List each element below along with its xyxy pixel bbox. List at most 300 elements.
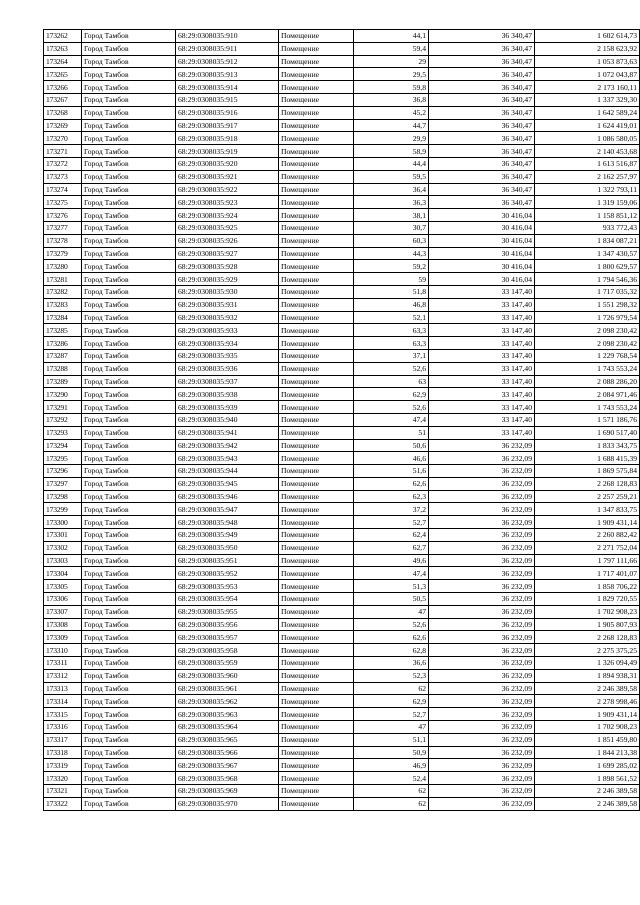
table-row (44, 503, 640, 516)
table-row (44, 362, 640, 375)
cadastral-number-cell: 68:29:0308035:963 (176, 708, 279, 721)
record-id-cell: 173303 (44, 554, 82, 567)
cadastral-number-cell: 68:29:0308035:969 (176, 785, 279, 798)
unit-value-cell: 36 232,09 (429, 503, 535, 516)
cadastral-value-cell: 1 797 111,66 (535, 554, 640, 567)
cadastral-value-cell: 1 743 553,24 (535, 401, 640, 414)
cadastral-value-cell: 1 347 833,75 (535, 503, 640, 516)
area-cell: 36,4 (354, 183, 429, 196)
cadastral-number-cell: 68:29:0308035:916 (176, 106, 279, 119)
object-type-cell: Помещение (279, 311, 354, 324)
area-cell: 63,3 (354, 324, 429, 337)
cadastral-number-cell: 68:29:0308035:964 (176, 721, 279, 734)
object-type-cell: Помещение (279, 247, 354, 260)
cadastral-number-cell: 68:29:0308035:949 (176, 529, 279, 542)
area-cell: 29 (354, 55, 429, 68)
cadastral-value-cell: 1 834 087,21 (535, 234, 640, 247)
area-cell: 58,9 (354, 145, 429, 158)
city-cell: Город Тамбов (82, 375, 176, 388)
area-cell: 50,6 (354, 439, 429, 452)
cadastral-number-cell: 68:29:0308035:962 (176, 695, 279, 708)
table-row (44, 388, 640, 401)
record-id-cell: 173318 (44, 746, 82, 759)
cadastral-value-cell: 1 602 614,73 (535, 30, 640, 43)
cadastral-value-cell: 1 905 807,93 (535, 618, 640, 631)
table-row (44, 490, 640, 503)
record-id-cell: 173307 (44, 605, 82, 618)
object-type-cell: Помещение (279, 669, 354, 682)
record-id-cell: 173268 (44, 106, 82, 119)
city-cell: Город Тамбов (82, 247, 176, 260)
city-cell: Город Тамбов (82, 516, 176, 529)
cadastral-number-cell: 68:29:0308035:913 (176, 68, 279, 81)
area-cell: 50,5 (354, 593, 429, 606)
object-type-cell: Помещение (279, 413, 354, 426)
table-row (44, 157, 640, 170)
cadastral-number-cell: 68:29:0308035:912 (176, 55, 279, 68)
city-cell: Город Тамбов (82, 273, 176, 286)
object-type-cell: Помещение (279, 605, 354, 618)
record-id-cell: 173269 (44, 119, 82, 132)
object-type-cell: Помещение (279, 721, 354, 734)
area-cell: 59 (354, 273, 429, 286)
record-id-cell: 173286 (44, 337, 82, 350)
unit-value-cell: 36 232,09 (429, 618, 535, 631)
cadastral-number-cell: 68:29:0308035:914 (176, 81, 279, 94)
city-cell: Город Тамбов (82, 234, 176, 247)
cadastral-number-cell: 68:29:0308035:917 (176, 119, 279, 132)
unit-value-cell: 36 340,47 (429, 196, 535, 209)
table-row (44, 567, 640, 580)
object-type-cell: Помещение (279, 503, 354, 516)
record-id-cell: 173283 (44, 298, 82, 311)
object-type-cell: Помещение (279, 119, 354, 132)
cadastral-number-cell: 68:29:0308035:922 (176, 183, 279, 196)
table-row (44, 580, 640, 593)
record-id-cell: 173311 (44, 657, 82, 670)
table-row (44, 644, 640, 657)
cadastral-value-cell: 1 898 561,52 (535, 772, 640, 785)
table-row (44, 247, 640, 260)
city-cell: Город Тамбов (82, 68, 176, 81)
unit-value-cell: 36 232,09 (429, 452, 535, 465)
area-cell: 46,9 (354, 759, 429, 772)
table-row (44, 541, 640, 554)
object-type-cell: Помещение (279, 516, 354, 529)
area-cell: 37,2 (354, 503, 429, 516)
cadastral-value-cell: 1 072 043,87 (535, 68, 640, 81)
area-cell: 62 (354, 682, 429, 695)
cadastral-number-cell: 68:29:0308035:918 (176, 132, 279, 145)
record-id-cell: 173310 (44, 644, 82, 657)
table-row (44, 260, 640, 273)
record-id-cell: 173291 (44, 401, 82, 414)
cadastral-value-cell: 1 894 938,31 (535, 669, 640, 682)
cadastral-number-cell: 68:29:0308035:945 (176, 477, 279, 490)
table-row (44, 298, 640, 311)
city-cell: Город Тамбов (82, 285, 176, 298)
record-id-cell: 173322 (44, 797, 82, 810)
unit-value-cell: 36 232,09 (429, 567, 535, 580)
record-id-cell: 173277 (44, 221, 82, 234)
table-row (44, 209, 640, 222)
area-cell: 62,9 (354, 388, 429, 401)
unit-value-cell: 33 147,40 (429, 401, 535, 414)
unit-value-cell: 36 232,09 (429, 797, 535, 810)
cadastral-value-cell: 1 851 459,80 (535, 733, 640, 746)
city-cell: Город Тамбов (82, 785, 176, 798)
unit-value-cell: 36 340,47 (429, 30, 535, 43)
record-id-cell: 173292 (44, 413, 82, 426)
object-type-cell: Помещение (279, 273, 354, 286)
cadastral-number-cell: 68:29:0308035:925 (176, 221, 279, 234)
cadastral-number-cell: 68:29:0308035:932 (176, 311, 279, 324)
record-id-cell: 173300 (44, 516, 82, 529)
cadastral-value-cell: 1 551 298,32 (535, 298, 640, 311)
unit-value-cell: 36 340,47 (429, 157, 535, 170)
cadastral-value-cell: 2 098 230,42 (535, 337, 640, 350)
record-id-cell: 173264 (44, 55, 82, 68)
cadastral-number-cell: 68:29:0308035:959 (176, 657, 279, 670)
record-id-cell: 173305 (44, 580, 82, 593)
area-cell: 46,8 (354, 298, 429, 311)
unit-value-cell: 30 416,04 (429, 260, 535, 273)
cadastral-value-cell: 2 246 389,58 (535, 682, 640, 695)
record-id-cell: 173308 (44, 618, 82, 631)
area-cell: 63,3 (354, 337, 429, 350)
cadastral-number-cell: 68:29:0308035:960 (176, 669, 279, 682)
unit-value-cell: 36 232,09 (429, 733, 535, 746)
record-id-cell: 173272 (44, 157, 82, 170)
table-row (44, 93, 640, 106)
city-cell: Город Тамбов (82, 567, 176, 580)
city-cell: Город Тамбов (82, 529, 176, 542)
table-row (44, 273, 640, 286)
cadastral-value-cell: 2 260 882,42 (535, 529, 640, 542)
cadastral-value-cell: 1 869 575,84 (535, 465, 640, 478)
cadastral-number-cell: 68:29:0308035:926 (176, 234, 279, 247)
cadastral-number-cell: 68:29:0308035:952 (176, 567, 279, 580)
unit-value-cell: 36 232,09 (429, 516, 535, 529)
area-cell: 50,9 (354, 746, 429, 759)
record-id-cell: 173298 (44, 490, 82, 503)
record-id-cell: 173299 (44, 503, 82, 516)
table-row (44, 465, 640, 478)
cadastral-value-cell: 1 326 094,49 (535, 657, 640, 670)
record-id-cell: 173279 (44, 247, 82, 260)
city-cell: Город Тамбов (82, 708, 176, 721)
city-cell: Город Тамбов (82, 170, 176, 183)
table-row (44, 605, 640, 618)
cadastral-number-cell: 68:29:0308035:931 (176, 298, 279, 311)
table-row (44, 785, 640, 798)
area-cell: 51,8 (354, 285, 429, 298)
area-cell: 52,1 (354, 311, 429, 324)
table-row (44, 30, 640, 43)
city-cell: Город Тамбов (82, 772, 176, 785)
cadastral-number-cell: 68:29:0308035:958 (176, 644, 279, 657)
table-row (44, 337, 640, 350)
table-row (44, 797, 640, 810)
unit-value-cell: 36 340,47 (429, 55, 535, 68)
record-id-cell: 173314 (44, 695, 82, 708)
unit-value-cell: 36 340,47 (429, 145, 535, 158)
area-cell: 44,3 (354, 247, 429, 260)
area-cell: 52,3 (354, 669, 429, 682)
cadastral-value-cell: 1 229 768,54 (535, 349, 640, 362)
object-type-cell: Помещение (279, 682, 354, 695)
unit-value-cell: 33 147,40 (429, 324, 535, 337)
table-row (44, 695, 640, 708)
table-row (44, 106, 640, 119)
area-cell: 47 (354, 605, 429, 618)
record-id-cell: 173284 (44, 311, 82, 324)
unit-value-cell: 36 232,09 (429, 721, 535, 734)
table-row (44, 324, 640, 337)
area-cell: 37,1 (354, 349, 429, 362)
object-type-cell: Помещение (279, 375, 354, 388)
object-type-cell: Помещение (279, 580, 354, 593)
object-type-cell: Помещение (279, 567, 354, 580)
unit-value-cell: 36 232,09 (429, 605, 535, 618)
city-cell: Город Тамбов (82, 145, 176, 158)
object-type-cell: Помещение (279, 221, 354, 234)
table-row (44, 631, 640, 644)
cadastral-number-cell: 68:29:0308035:929 (176, 273, 279, 286)
area-cell: 51,6 (354, 465, 429, 478)
table-row (44, 708, 640, 721)
city-cell: Город Тамбов (82, 55, 176, 68)
object-type-cell: Помещение (279, 157, 354, 170)
city-cell: Город Тамбов (82, 132, 176, 145)
unit-value-cell: 36 232,09 (429, 644, 535, 657)
area-cell: 62,8 (354, 644, 429, 657)
table-row (44, 413, 640, 426)
cadastral-number-cell: 68:29:0308035:938 (176, 388, 279, 401)
cadastral-number-cell: 68:29:0308035:954 (176, 593, 279, 606)
unit-value-cell: 36 340,47 (429, 106, 535, 119)
table-row (44, 234, 640, 247)
area-cell: 52,6 (354, 618, 429, 631)
table-row (44, 426, 640, 439)
unit-value-cell: 36 232,09 (429, 695, 535, 708)
city-cell: Город Тамбов (82, 119, 176, 132)
cadastral-number-cell: 68:29:0308035:915 (176, 93, 279, 106)
object-type-cell: Помещение (279, 465, 354, 478)
unit-value-cell: 36 340,47 (429, 183, 535, 196)
cadastral-value-cell: 1 337 329,30 (535, 93, 640, 106)
area-cell: 62,6 (354, 477, 429, 490)
city-cell: Город Тамбов (82, 298, 176, 311)
cadastral-value-cell: 1 858 706,22 (535, 580, 640, 593)
unit-value-cell: 36 232,09 (429, 746, 535, 759)
table-row (44, 311, 640, 324)
record-id-cell: 173319 (44, 759, 82, 772)
cadastral-number-cell: 68:29:0308035:928 (176, 260, 279, 273)
area-cell: 52,6 (354, 362, 429, 375)
cadastral-number-cell: 68:29:0308035:923 (176, 196, 279, 209)
object-type-cell: Помещение (279, 388, 354, 401)
cadastral-number-cell: 68:29:0308035:947 (176, 503, 279, 516)
cadastral-value-cell: 1 717 035,32 (535, 285, 640, 298)
unit-value-cell: 36 232,09 (429, 708, 535, 721)
cadastral-value-cell: 1 690 517,40 (535, 426, 640, 439)
object-type-cell: Помещение (279, 426, 354, 439)
record-id-cell: 173262 (44, 30, 82, 43)
object-type-cell: Помещение (279, 593, 354, 606)
record-id-cell: 173312 (44, 669, 82, 682)
unit-value-cell: 30 416,04 (429, 221, 535, 234)
record-id-cell: 173282 (44, 285, 82, 298)
record-id-cell: 173263 (44, 42, 82, 55)
cadastral-value-cell: 2 268 128,83 (535, 631, 640, 644)
object-type-cell: Помещение (279, 746, 354, 759)
table-row (44, 439, 640, 452)
unit-value-cell: 33 147,40 (429, 388, 535, 401)
cadastral-number-cell: 68:29:0308035:933 (176, 324, 279, 337)
record-id-cell: 173320 (44, 772, 82, 785)
record-id-cell: 173274 (44, 183, 82, 196)
object-type-cell: Помещение (279, 183, 354, 196)
city-cell: Город Тамбов (82, 580, 176, 593)
table-row (44, 529, 640, 542)
city-cell: Город Тамбов (82, 30, 176, 43)
city-cell: Город Тамбов (82, 695, 176, 708)
city-cell: Город Тамбов (82, 593, 176, 606)
area-cell: 36,8 (354, 93, 429, 106)
record-id-cell: 173281 (44, 273, 82, 286)
object-type-cell: Помещение (279, 785, 354, 798)
city-cell: Город Тамбов (82, 452, 176, 465)
area-cell: 62 (354, 785, 429, 798)
object-type-cell: Помещение (279, 772, 354, 785)
city-cell: Город Тамбов (82, 401, 176, 414)
object-type-cell: Помещение (279, 490, 354, 503)
cadastral-value-cell: 2 275 375,25 (535, 644, 640, 657)
cadastral-number-cell: 68:29:0308035:948 (176, 516, 279, 529)
table-row (44, 285, 640, 298)
area-cell: 59,4 (354, 42, 429, 55)
object-type-cell: Помещение (279, 439, 354, 452)
cadastral-value-cell: 2 162 257,97 (535, 170, 640, 183)
cadastral-number-cell: 68:29:0308035:940 (176, 413, 279, 426)
object-type-cell: Помещение (279, 55, 354, 68)
area-cell: 62,7 (354, 541, 429, 554)
cadastral-value-cell: 1 844 213,38 (535, 746, 640, 759)
city-cell: Город Тамбов (82, 81, 176, 94)
area-cell: 60,3 (354, 234, 429, 247)
cadastral-value-cell: 1 833 343,75 (535, 439, 640, 452)
unit-value-cell: 33 147,40 (429, 298, 535, 311)
object-type-cell: Помещение (279, 285, 354, 298)
table-row (44, 682, 640, 695)
cadastral-number-cell: 68:29:0308035:939 (176, 401, 279, 414)
record-id-cell: 173309 (44, 631, 82, 644)
table-row (44, 221, 640, 234)
city-cell: Город Тамбов (82, 746, 176, 759)
object-type-cell: Помещение (279, 657, 354, 670)
table-row (44, 42, 640, 55)
cadastral-value-cell: 2 246 389,58 (535, 785, 640, 798)
cadastral-value-cell: 1 699 285,02 (535, 759, 640, 772)
unit-value-cell: 36 232,09 (429, 465, 535, 478)
cadastral-value-cell: 1 086 580,05 (535, 132, 640, 145)
cadastral-value-cell: 1 800 629,57 (535, 260, 640, 273)
unit-value-cell: 36 232,09 (429, 593, 535, 606)
unit-value-cell: 33 147,40 (429, 349, 535, 362)
object-type-cell: Помещение (279, 554, 354, 567)
record-id-cell: 173285 (44, 324, 82, 337)
unit-value-cell: 36 232,09 (429, 554, 535, 567)
cadastral-value-cell: 1 717 401,07 (535, 567, 640, 580)
table-row (44, 375, 640, 388)
cadastral-number-cell: 68:29:0308035:961 (176, 682, 279, 695)
record-id-cell: 173315 (44, 708, 82, 721)
object-type-cell: Помещение (279, 695, 354, 708)
cadastral-number-cell: 68:29:0308035:936 (176, 362, 279, 375)
cadastral-number-cell: 68:29:0308035:946 (176, 490, 279, 503)
cadastral-value-cell: 2 268 128,83 (535, 477, 640, 490)
unit-value-cell: 36 232,09 (429, 490, 535, 503)
unit-value-cell: 36 232,09 (429, 529, 535, 542)
cadastral-value-cell: 1 794 546,36 (535, 273, 640, 286)
cadastral-number-cell: 68:29:0308035:968 (176, 772, 279, 785)
unit-value-cell: 33 147,40 (429, 311, 535, 324)
city-cell: Город Тамбов (82, 42, 176, 55)
unit-value-cell: 33 147,40 (429, 337, 535, 350)
object-type-cell: Помещение (279, 797, 354, 810)
city-cell: Город Тамбов (82, 196, 176, 209)
city-cell: Город Тамбов (82, 682, 176, 695)
object-type-cell: Помещение (279, 541, 354, 554)
city-cell: Город Тамбов (82, 759, 176, 772)
city-cell: Город Тамбов (82, 490, 176, 503)
city-cell: Город Тамбов (82, 260, 176, 273)
cadastral-value-cell: 1 909 431,14 (535, 516, 640, 529)
record-id-cell: 173317 (44, 733, 82, 746)
area-cell: 59,2 (354, 260, 429, 273)
area-cell: 62,6 (354, 631, 429, 644)
table-row (44, 196, 640, 209)
area-cell: 52,7 (354, 516, 429, 529)
unit-value-cell: 36 232,09 (429, 541, 535, 554)
cadastral-number-cell: 68:29:0308035:920 (176, 157, 279, 170)
area-cell: 63 (354, 375, 429, 388)
table-row (44, 593, 640, 606)
cadastral-value-cell: 1 642 589,24 (535, 106, 640, 119)
table-row (44, 119, 640, 132)
cadastral-value-cell: 2 278 998,46 (535, 695, 640, 708)
object-type-cell: Помещение (279, 42, 354, 55)
table-row (44, 733, 640, 746)
unit-value-cell: 36 340,47 (429, 93, 535, 106)
unit-value-cell: 36 232,09 (429, 669, 535, 682)
cadastral-value-cell: 2 140 453,68 (535, 145, 640, 158)
city-cell: Город Тамбов (82, 477, 176, 490)
record-id-cell: 173278 (44, 234, 82, 247)
object-type-cell: Помещение (279, 145, 354, 158)
unit-value-cell: 30 416,04 (429, 273, 535, 286)
cadastral-number-cell: 68:29:0308035:970 (176, 797, 279, 810)
cadastral-value-cell: 1 347 430,57 (535, 247, 640, 260)
area-cell: 47,4 (354, 413, 429, 426)
cadastral-value-cell: 1 613 516,87 (535, 157, 640, 170)
object-type-cell: Помещение (279, 93, 354, 106)
unit-value-cell: 36 232,09 (429, 785, 535, 798)
area-cell: 62,3 (354, 490, 429, 503)
record-id-cell: 173265 (44, 68, 82, 81)
cadastral-value-cell: 933 772,43 (535, 221, 640, 234)
